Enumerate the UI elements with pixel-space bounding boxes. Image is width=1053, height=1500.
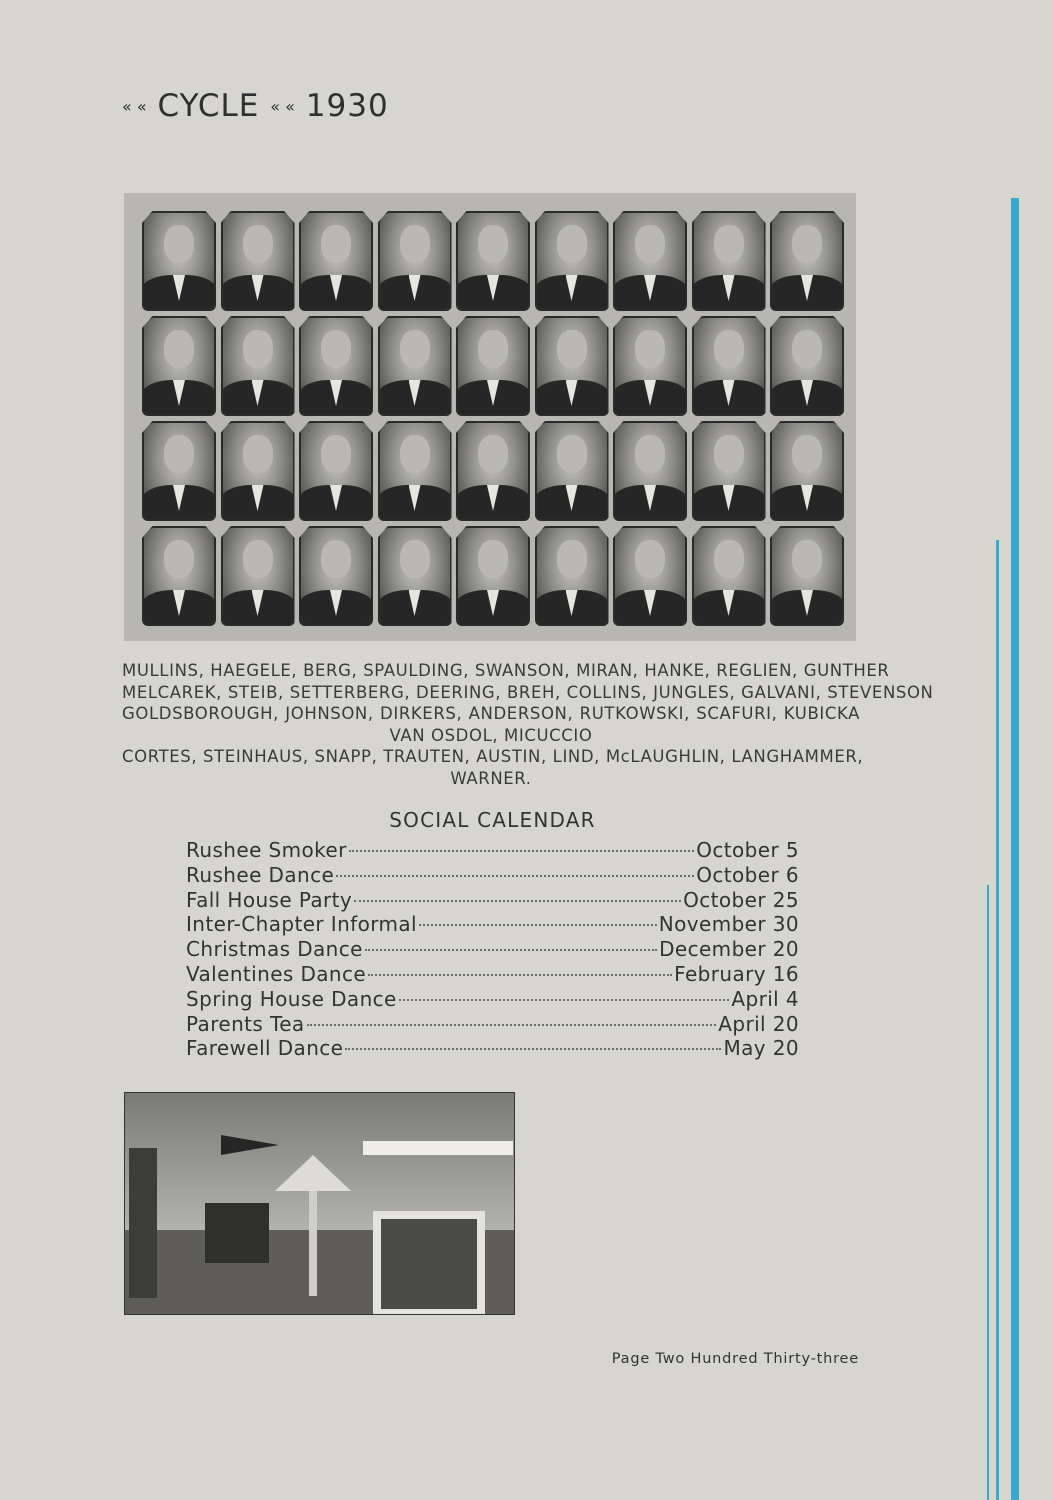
member-portrait — [378, 526, 452, 626]
member-portraits-panel — [124, 193, 856, 641]
calendar-row — [186, 937, 799, 962]
calendar-event-name: Farewell Dance — [186, 1036, 344, 1061]
names-row-2: MELCAREK, STEIB, SETTERBERG, DEERING, BREH, COLLINS, JUNGLES, GALVANI, STEVENSON — [122, 682, 934, 702]
calendar-row — [186, 838, 799, 863]
calendar-row — [186, 1036, 799, 1061]
house-interior-photo — [124, 1092, 515, 1315]
names-row-6: WARNER. — [450, 768, 532, 788]
member-portrait — [299, 421, 373, 521]
member-portrait — [692, 316, 766, 416]
member-portrait — [692, 211, 766, 311]
calendar-row — [186, 912, 799, 937]
member-portrait — [378, 421, 452, 521]
dot-leader — [368, 974, 672, 976]
member-portrait — [299, 211, 373, 311]
member-portrait — [221, 421, 295, 521]
calendar-row — [186, 962, 799, 987]
member-portrait — [535, 421, 609, 521]
calendar-event-name: Christmas Dance — [186, 937, 363, 962]
member-portrait — [378, 211, 452, 311]
dot-leader — [354, 900, 681, 902]
calendar-event-name: Rushee Dance — [186, 862, 335, 887]
calendar-event-date: May 20 — [723, 1036, 799, 1061]
member-portrait — [142, 211, 216, 311]
calendar-event-name: Rushee Smoker — [186, 838, 347, 862]
calendar-event-date: February 16 — [674, 961, 799, 986]
calendar-event-date: October 5 — [696, 838, 799, 862]
member-portrait — [456, 316, 530, 416]
names-row-1: MULLINS, HAEGELE, BERG, SPAULDING, SWANSON, MIRAN, HANKE, REGLIEN, GUNTHER — [122, 661, 890, 680]
dot-leader — [419, 924, 657, 926]
dot-leader — [307, 1024, 717, 1026]
member-portrait — [770, 211, 844, 311]
member-portrait — [378, 316, 452, 416]
member-portrait — [613, 316, 687, 416]
header-title: CYCLE — [157, 88, 260, 124]
member-portrait — [299, 316, 373, 416]
page-header — [122, 88, 389, 124]
dot-leader — [336, 875, 694, 877]
calendar-event-name: Spring House Dance — [186, 986, 397, 1011]
member-portrait — [142, 316, 216, 416]
calendar-event-name: Inter-Chapter Informal — [186, 912, 418, 937]
member-portrait — [613, 526, 687, 626]
dot-leader — [365, 949, 657, 951]
dot-leader — [349, 850, 695, 852]
member-portrait — [535, 526, 609, 626]
member-portrait — [221, 526, 295, 626]
decorative-accent-lines — [993, 0, 1053, 1500]
page-number: Page Two Hundred Thirty-three — [611, 1351, 859, 1367]
calendar-row — [186, 863, 799, 888]
calendar-title: SOCIAL CALENDAR — [389, 808, 596, 832]
names-row-4: VAN OSDOL, MICUCCIO — [389, 725, 593, 745]
member-portrait — [613, 211, 687, 311]
calendar-row — [186, 888, 799, 913]
member-portrait — [142, 526, 216, 626]
header-year: 1930 — [305, 88, 389, 124]
calendar-event-date: October 25 — [683, 887, 799, 912]
calendar-event-name: Parents Tea — [186, 1011, 305, 1036]
member-portrait — [770, 316, 844, 416]
member-portrait — [221, 211, 295, 311]
member-portrait — [692, 421, 766, 521]
member-portrait — [535, 316, 609, 416]
names-row-5: CORTES, STEINHAUS, SNAPP, TRAUTEN, AUSTIN, LIND, McLAUGHLIN, LANGHAMMER, — [122, 747, 864, 766]
calendar-event-name: Fall House Party — [186, 887, 353, 912]
chevrons-left: « « — [122, 97, 147, 116]
member-portrait — [692, 526, 766, 626]
names-row-3: GOLDSBOROUGH, JOHNSON, DIRKERS, ANDERSON, RUTKOWSKI, SCAFURI, KUBICKA — [122, 704, 860, 723]
member-portrait — [299, 526, 373, 626]
calendar-event-date: October 6 — [696, 862, 799, 887]
member-portrait — [142, 421, 216, 521]
member-portrait — [456, 211, 530, 311]
calendar-event-date: April 4 — [731, 986, 799, 1011]
member-portrait — [456, 421, 530, 521]
member-portrait — [456, 526, 530, 626]
chevrons-right: « « — [270, 97, 295, 116]
calendar-row — [186, 1012, 799, 1037]
member-portrait — [770, 526, 844, 626]
member-portrait — [221, 316, 295, 416]
member-portrait — [770, 421, 844, 521]
calendar-event-date: December 20 — [659, 937, 799, 962]
calendar-list — [186, 838, 799, 1061]
calendar-row — [186, 987, 799, 1012]
member-portrait — [613, 421, 687, 521]
member-names — [122, 660, 934, 789]
dot-leader — [345, 1048, 721, 1050]
calendar-event-date: November 30 — [658, 912, 799, 937]
member-portrait — [535, 211, 609, 311]
calendar-event-name: Valentines Dance — [186, 961, 367, 986]
dot-leader — [399, 999, 730, 1001]
calendar-event-date: April 20 — [718, 1011, 799, 1036]
